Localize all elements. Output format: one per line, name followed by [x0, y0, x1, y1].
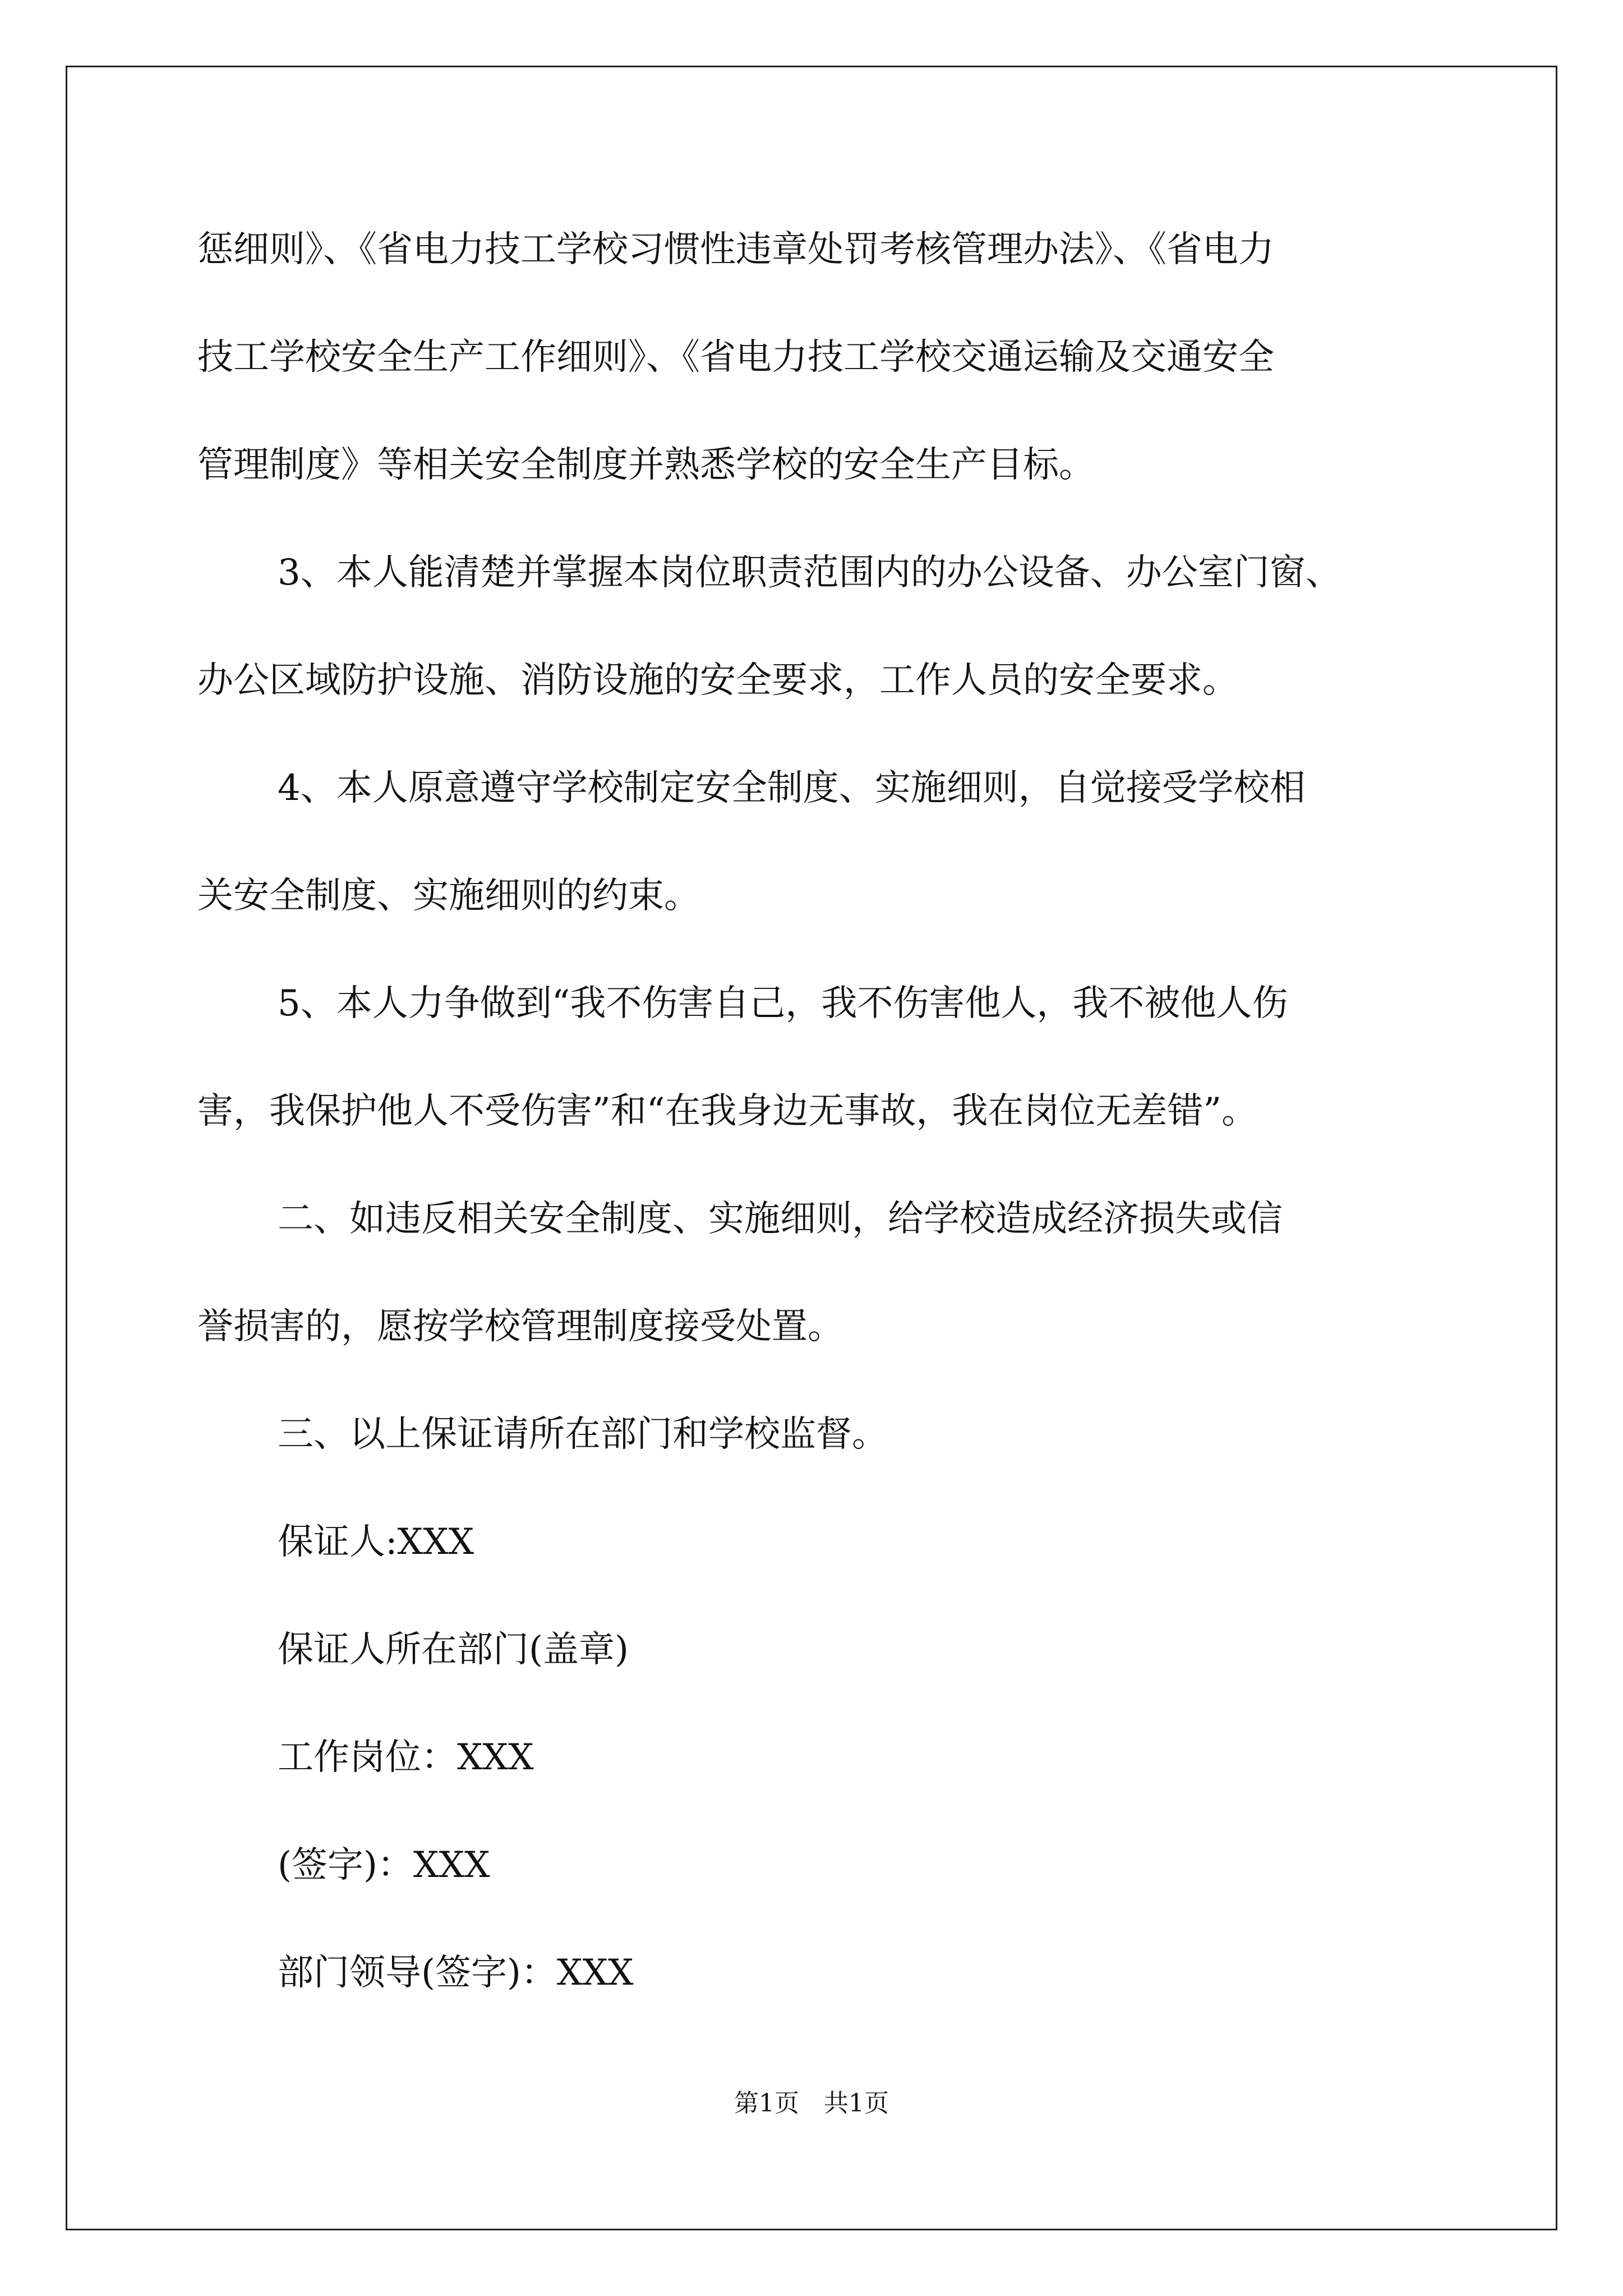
paragraph-line: 4、本人原意遵守学校制定安全制度、实施细则，自觉接受学校相 [278, 767, 1306, 809]
paragraph-line: 技工学校安全生产工作细则》、《省电力技工学校交通运输及交通安全 [197, 337, 1274, 378]
paragraph-line: 3、本人能清楚并掌握本岗位职责范围内的办公设备、办公室门窗、 [278, 552, 1341, 593]
position-line: 工作岗位：XXX [278, 1737, 534, 1778]
paragraph-line: 惩细则》、《省电力技工学校习惯性违章处罚考核管理办法》、《省电力 [197, 229, 1274, 270]
department-line: 保证人所在部门(盖章) [278, 1629, 629, 1671]
signature-line: (签字)：XXX [278, 1844, 490, 1886]
page-footer: 第1页 共1页 [734, 2089, 889, 2118]
paragraph-line: 管理制度》等相关安全制度并熟悉学校的安全生产目标。 [197, 444, 1095, 486]
paragraph-line: 三、以上保证请所在部门和学校监督。 [278, 1414, 888, 1455]
paragraph-line: 5、本人力争做到“我不伤害自己，我不伤害他人，我不被他人伤 [278, 983, 1288, 1024]
page-border [66, 66, 1557, 2230]
guarantor-line: 保证人:XXX [278, 1521, 474, 1563]
paragraph-line: 二、如违反相关安全制度、实施细则，给学校造成经济损失或信 [278, 1198, 1283, 1240]
paragraph-line: 害，我保护他人不受伤害”和“在我身边无事故，我在岗位无差错”。 [197, 1091, 1258, 1132]
paragraph-line: 关安全制度、实施细则的约束。 [197, 875, 700, 917]
leader-signature-line: 部门领导(签字)：XXX [278, 1952, 634, 1994]
paragraph-line: 办公区域防护设施、消防设施的安全要求，工作人员的安全要求。 [197, 660, 1238, 701]
paragraph-line: 誉损害的，愿按学校管理制度接受处置。 [197, 1306, 843, 1347]
